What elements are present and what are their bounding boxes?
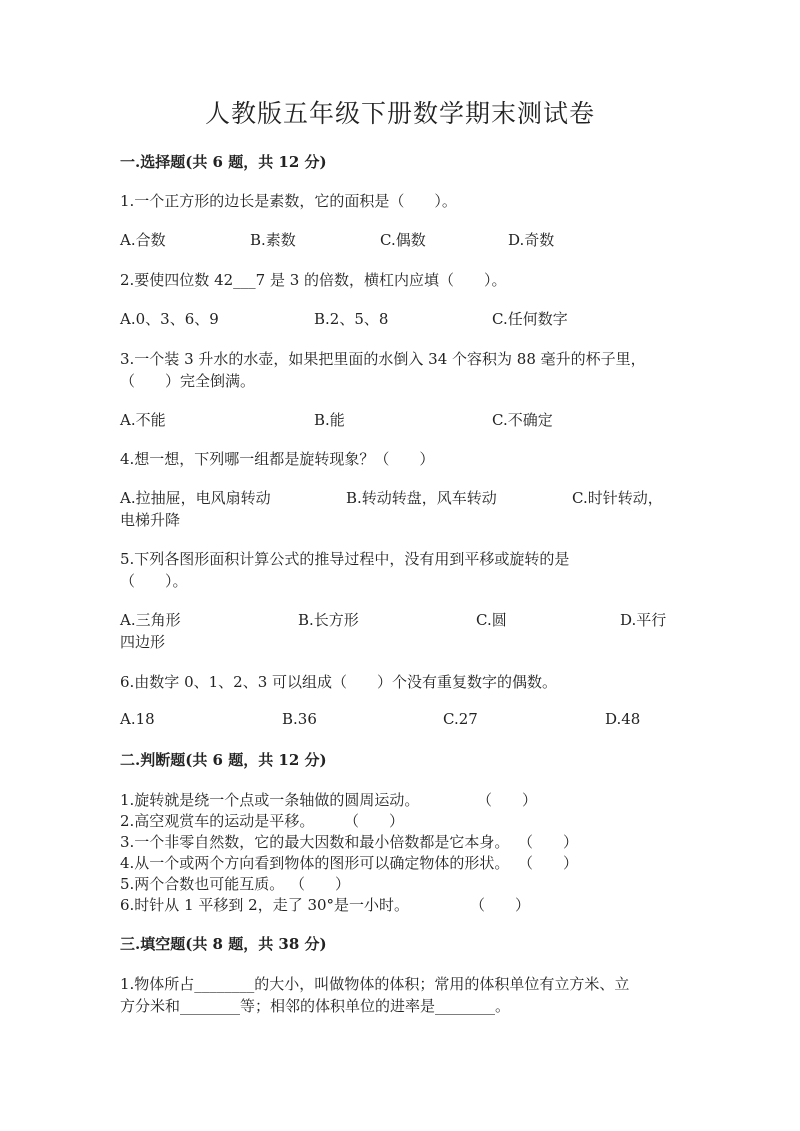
question-2-option-b: B.2、5、8	[314, 310, 389, 328]
tf-item-6-answer-blank: （ ）	[470, 896, 531, 914]
question-4-option-c-wrap: 电梯升降	[120, 511, 181, 529]
question-5-option-d: D.平行	[620, 611, 667, 629]
tf-item-6-text: 6.时针从 1 平移到 2，走了 30°是一小时。	[120, 896, 410, 914]
tf-item-5-answer-blank: （ ）	[290, 875, 351, 893]
question-1-option-d: D.奇数	[508, 231, 555, 249]
question-1-option-c: C.偶数	[380, 231, 426, 249]
question-5-option-a: A.三角形	[120, 611, 181, 629]
tf-item-1-answer-blank: （ ）	[477, 791, 538, 809]
section-heading-fill-blank: 三.填空题(共 8 题，共 38 分)	[120, 935, 327, 953]
question-4-option-c: C.时针转动，	[572, 489, 663, 507]
question-4-stem: 4.想一想，下列哪一组都是旋转现象？（ ）	[120, 450, 435, 468]
tf-item-2-answer-blank: （ ）	[344, 812, 405, 830]
question-3-option-a: A.不能	[120, 411, 166, 429]
page-title: 人教版五年级下册数学期末测试卷	[204, 99, 595, 128]
tf-item-1-text: 1.旋转就是绕一个点或一条轴做的圆周运动。	[120, 791, 420, 809]
question-6-stem: 6.由数字 0、1、2、3 可以组成（ ）个没有重复数字的偶数。	[120, 673, 558, 691]
question-5-option-c: C.圆	[476, 611, 507, 629]
tf-item-2-text: 2.高空观赏车的运动是平移。	[120, 812, 315, 830]
tf-item-3-text: 3.一个非零自然数，它的最大因数和最小倍数都是它本身。	[120, 833, 510, 851]
fill-question-1-line2: 方分米和________等；相邻的体积单位的进率是________。	[120, 997, 511, 1015]
question-6-option-c: C.27	[443, 710, 478, 728]
question-5-stem-line1: 5.下列各图形面积计算公式的推导过程中，没有用到平移或旋转的是	[120, 550, 570, 568]
tf-item-4-answer-blank: （ ）	[518, 854, 579, 872]
tf-item-5-text: 5.两个合数也可能互质。	[120, 875, 285, 893]
question-5-option-b: B.长方形	[298, 611, 359, 629]
question-6-option-d: D.48	[605, 710, 641, 728]
question-3-option-b: B.能	[314, 411, 345, 429]
question-1-stem: 1.一个正方形的边长是素数，它的面积是（ ）。	[120, 192, 457, 210]
tf-item-4-text: 4.从一个或两个方向看到物体的图形可以确定物体的形状。	[120, 854, 510, 872]
question-1-option-b: B.素数	[250, 231, 296, 249]
question-3-option-c: C.不确定	[492, 411, 553, 429]
question-3-stem-line2: （ ）完全倒满。	[120, 372, 256, 390]
question-6-option-a: A.18	[120, 710, 155, 728]
section-heading-choice: 一.选择题(共 6 题，共 12 分)	[120, 153, 327, 171]
question-2-option-a: A.0、3、6、9	[120, 310, 219, 328]
question-5-stem-line2: （ ）。	[120, 572, 188, 590]
question-4-option-a: A.拉抽屉，电风扇转动	[120, 489, 271, 507]
question-1-option-a: A.合数	[120, 231, 166, 249]
question-2-option-c: C.任何数字	[492, 310, 568, 328]
fill-question-1-line1: 1.物体所占________的大小，叫做物体的体积；常用的体积单位有立方米、立	[120, 975, 630, 993]
question-3-stem-line1: 3.一个装 3 升水的水壶，如果把里面的水倒入 34 个容积为 88 毫升的杯子里，	[120, 350, 646, 368]
question-4-option-b: B.转动转盘，风车转动	[346, 489, 497, 507]
question-2-stem: 2.要使四位数 42___7 是 3 的倍数，横杠内应填（ ）。	[120, 271, 507, 289]
section-heading-true-false: 二.判断题(共 6 题，共 12 分)	[120, 751, 327, 769]
question-5-option-d-wrap: 四边形	[120, 633, 166, 651]
tf-item-3-answer-blank: （ ）	[518, 833, 579, 851]
question-6-option-b: B.36	[282, 710, 317, 728]
